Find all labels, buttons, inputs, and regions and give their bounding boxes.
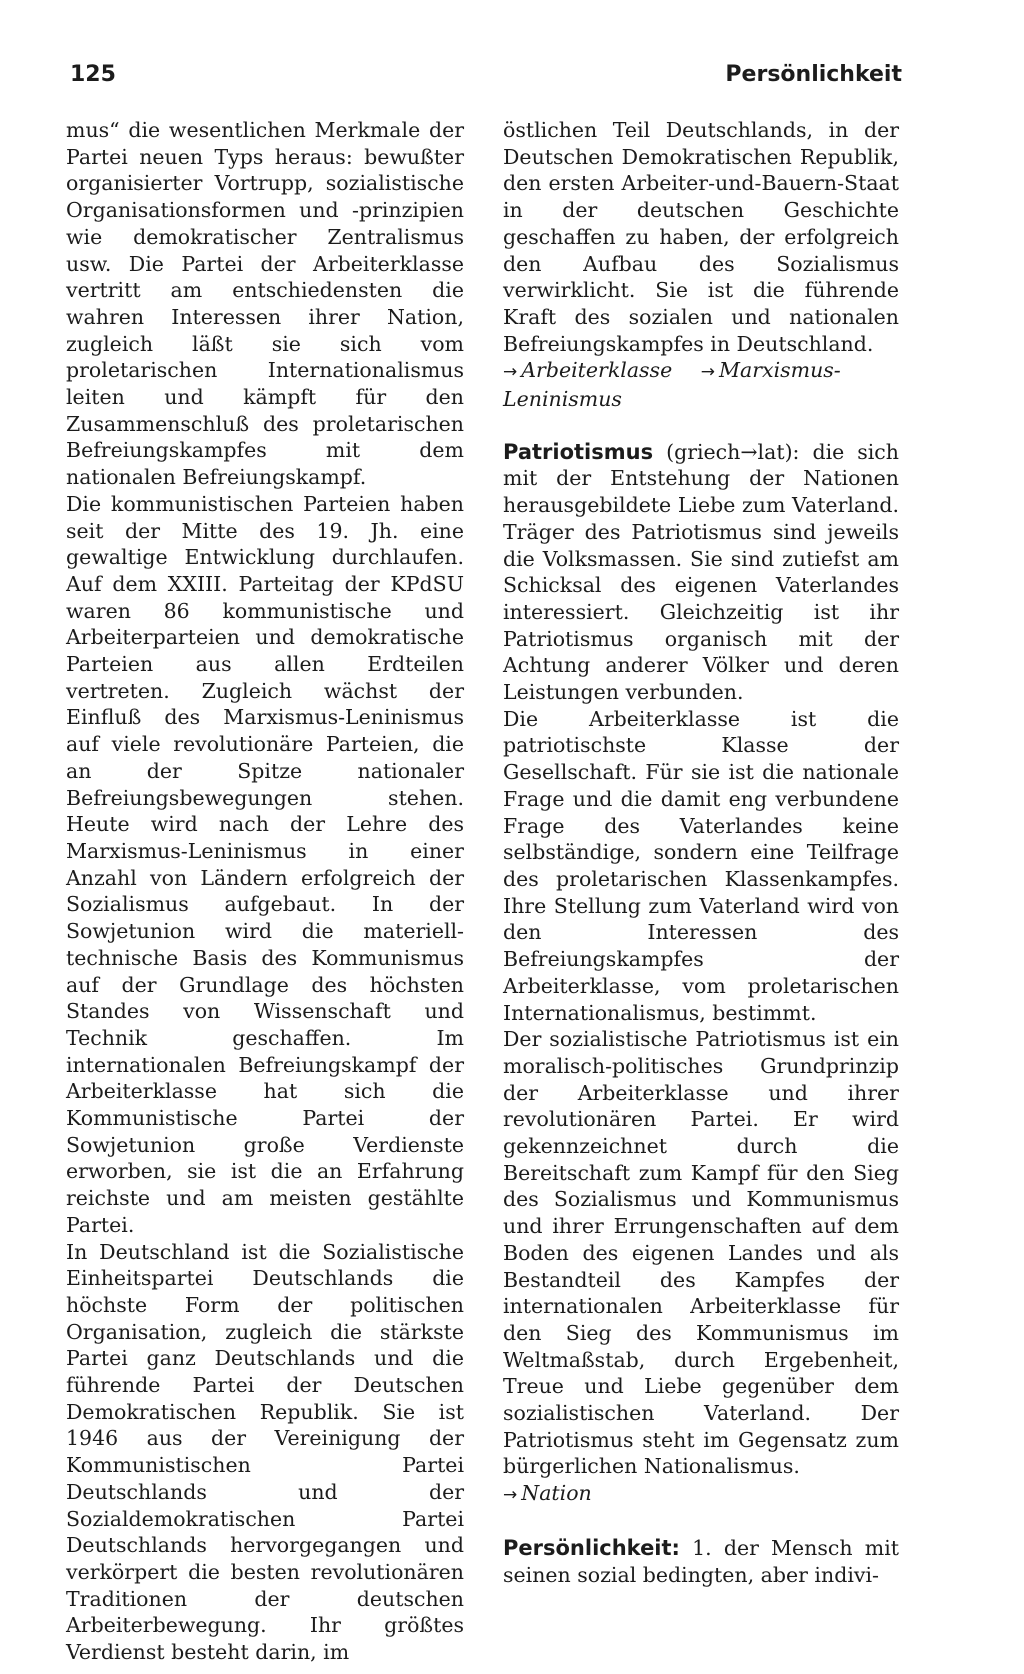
paragraph: In Deutschland ist die Sozialistische Einheitspartei Deutschlands die höchste Form der politischen Organisation, zugleich die stärkste Partei ganz Deutschlands und die führende Partei der Deutschen Demokratischen Republik. Sie ist 1946 aus der Vereinigung der Kommunistischen Partei Deutschlands und der Sozialdemokratischen Partei Deutschlands hervorgegangen und verkörpert die besten revolutionären Traditionen der deutschen Arbeiterbewegung. Ihr größtes Verdienst besteht darin, im	[66, 1239, 464, 1665]
page-number: 125	[70, 62, 116, 87]
paragraph: östlichen Teil Deutschlands, in der Deutschen Demokratischen Republik, den ersten Arbeiter-und-Bauern-Staat in der deutschen Geschichte geschaffen zu haben, der erfolgreich den Aufbau des Sozialismus verwirklicht. Sie ist die führende Kraft des sozialen und nationalen Befreiungskampfes in Deutschland.	[503, 118, 899, 356]
left-column	[66, 117, 464, 1666]
running-head: Persönlichkeit	[725, 62, 902, 87]
arrow-icon: →	[700, 362, 715, 383]
arrow-icon: →	[503, 1485, 518, 1506]
paragraph: Die Arbeiterklasse ist die patriotischste Klasse der Gesellschaft. Für sie ist die nationale Frage und die damit eng verbundene Frage des Vaterlandes keine selbständige, sondern eine Teilfrage des proletarischen Klassenkampfes. Ihre Stellung zum Vaterland wird von den Interessen des Befreiungskampfes der Arbeiterklasse, vom proletarischen Internationalismus, bestimmt.	[503, 706, 899, 1025]
entry-patriotismus	[503, 439, 899, 706]
page-header	[70, 62, 902, 96]
headword: Persönlichkeit:	[503, 1535, 680, 1560]
headword: Patriotismus	[503, 439, 654, 464]
cross-reference	[503, 1480, 899, 1509]
cross-reference-link[interactable]: Marxismus-Leninismus	[503, 358, 841, 412]
cross-reference-link[interactable]: Arbeiterklasse	[521, 358, 673, 383]
etymology: (griech→lat):	[666, 439, 800, 464]
paragraph: mus“ die wesentlichen Merkmale der Partei neuen Typs heraus: bewußter organisierter Vortrupp, sozialistische Organisationsformen und -prinzipien wie demokratischer Zentralismus usw. Die Partei der Arbeiterklasse vertritt am entschiedensten die wahren Interessen ihrer Nation, zugleich läßt sie sich vom proletarischen Internationalismus leiten und kämpft für den Zusammenschluß des proletarischen Befreiungskampfes mit dem nationalen Befreiungskampf.	[66, 118, 464, 490]
cross-reference	[503, 357, 899, 412]
paragraph: Der sozialistische Patriotismus ist ein moralisch-politisches Grundprinzip der Arbeiterklasse und ihrer revolutionären Partei. Er wird gekennzeichnet durch die Bereitschaft zum Kampf für den Sieg des Sozialismus und Kommunismus und ihrer Errungenschaften auf dem Boden des eigenen Landes und als Bestandteil des Kampfes der internationalen Arbeiterklasse für den Sieg des Kommunismus im Weltmaßstab, durch Ergebenheit, Treue und Liebe gegenüber dem sozialistischen Vaterland. Der Patriotismus steht im Gegensatz zum bürgerlichen Nationalismus.	[503, 1027, 899, 1479]
right-column	[503, 117, 899, 1588]
paragraph: Die kommunistischen Parteien haben seit der Mitte des 19. Jh. eine gewaltige Entwicklung durchlaufen. Auf dem XXIII. Parteitag der KPdSU waren 86 kommunistische und Arbeiterparteien und demokratische Parteien aus allen Erdteilen vertreten. Zugleich wächst der Einfluß des Marxismus-Leninismus auf viele revolutionäre Parteien, die an der Spitze nationaler Befreiungsbewegungen stehen. Heute wird nach der Lehre des Marxismus-Leninismus in einer Anzahl von Ländern erfolgreich der Sozialismus aufgebaut. In der Sowjetunion wird die materiell-technische Basis des Kommunismus auf der Grundlage des höchsten Standes von Wissenschaft und Technik geschaffen. Im internationalen Befreiungskampf der Arbeiterklasse hat sich die Kommunistische Partei der Sowjetunion große Verdienste erworben, sie ist die an Erfahrung reichste und am meisten gestählte Partei.	[66, 491, 464, 1237]
definition: die sich mit der Entstehung der Nationen herausgebildete Liebe zum Vaterland. Träger des Patriotismus sind jeweils die Volksmassen. Sie sind zutiefst am Schicksal des eigenen Vaterlandes interessiert. Gleichzeitig ist ihr Patriotismus organisch mit der Achtung anderer Völker und deren Leistungen verbunden.	[503, 439, 899, 705]
entry-persoenlichkeit	[503, 1535, 899, 1588]
arrow-icon: →	[503, 362, 518, 383]
definition: 1. der Mensch mit seinen sozial bedingten, aber indivi-	[503, 1535, 899, 1587]
cross-reference-link[interactable]: Nation	[521, 1481, 592, 1506]
